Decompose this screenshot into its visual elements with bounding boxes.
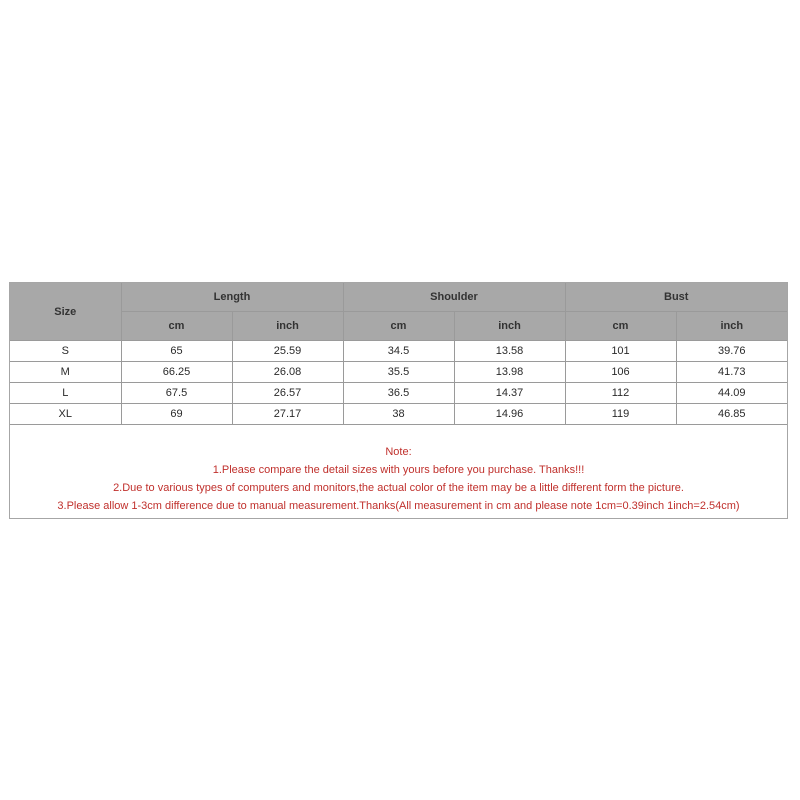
table-row — [10, 404, 787, 425]
note-title: Note: — [385, 446, 412, 458]
table-cell: 46.85 — [676, 404, 787, 425]
bust-header: Bust — [565, 283, 787, 312]
table-cell: 26.57 — [232, 383, 343, 404]
table-cell: 26.08 — [232, 362, 343, 383]
size-table — [10, 283, 787, 425]
table-cell: 27.17 — [232, 404, 343, 425]
table-cell: 67.5 — [121, 383, 232, 404]
table-cell: 69 — [121, 404, 232, 425]
unit-header: inch — [676, 312, 787, 341]
table-cell: 14.96 — [454, 404, 565, 425]
table-cell: 44.09 — [676, 383, 787, 404]
notes-section — [10, 425, 787, 515]
table-cell: 112 — [565, 383, 676, 404]
length-header: Length — [121, 283, 343, 312]
table-cell: M — [10, 362, 121, 383]
header-group-row — [10, 283, 787, 312]
table-cell: L — [10, 383, 121, 404]
note-line: 1.Please compare the detail sizes with yours before you purchase. Thanks!!! — [212, 464, 585, 476]
size-chart — [9, 282, 788, 519]
table-cell: 13.98 — [454, 362, 565, 383]
table-cell: 35.5 — [343, 362, 454, 383]
table-cell: S — [10, 341, 121, 362]
table-cell: 25.59 — [232, 341, 343, 362]
note-line: 3.Please allow 1-3cm difference due to manual measurement.Thanks(All measurement in cm and please note 1cm=0.39inch 1inch=2.54cm) — [57, 500, 740, 512]
table-cell: 36.5 — [343, 383, 454, 404]
note-line: 2.Due to various types of computers and monitors,the actual color of the item may be a little different form the picture. — [113, 482, 684, 494]
table-cell: 41.73 — [676, 362, 787, 383]
table-row — [10, 383, 787, 404]
table-row — [10, 362, 787, 383]
unit-header: cm — [121, 312, 232, 341]
table-cell: 65 — [121, 341, 232, 362]
table-row — [10, 341, 787, 362]
unit-header: cm — [565, 312, 676, 341]
unit-header: inch — [232, 312, 343, 341]
table-cell: 106 — [565, 362, 676, 383]
table-cell: 14.37 — [454, 383, 565, 404]
unit-header: cm — [343, 312, 454, 341]
table-cell: 119 — [565, 404, 676, 425]
table-cell: 66.25 — [121, 362, 232, 383]
table-cell: 39.76 — [676, 341, 787, 362]
table-cell: 13.58 — [454, 341, 565, 362]
table-cell: XL — [10, 404, 121, 425]
header-unit-row — [10, 312, 787, 341]
table-cell: 38 — [343, 404, 454, 425]
unit-header: inch — [454, 312, 565, 341]
table-cell: 34.5 — [343, 341, 454, 362]
table-cell: 101 — [565, 341, 676, 362]
size-header: Size — [10, 283, 121, 341]
shoulder-header: Shoulder — [343, 283, 565, 312]
